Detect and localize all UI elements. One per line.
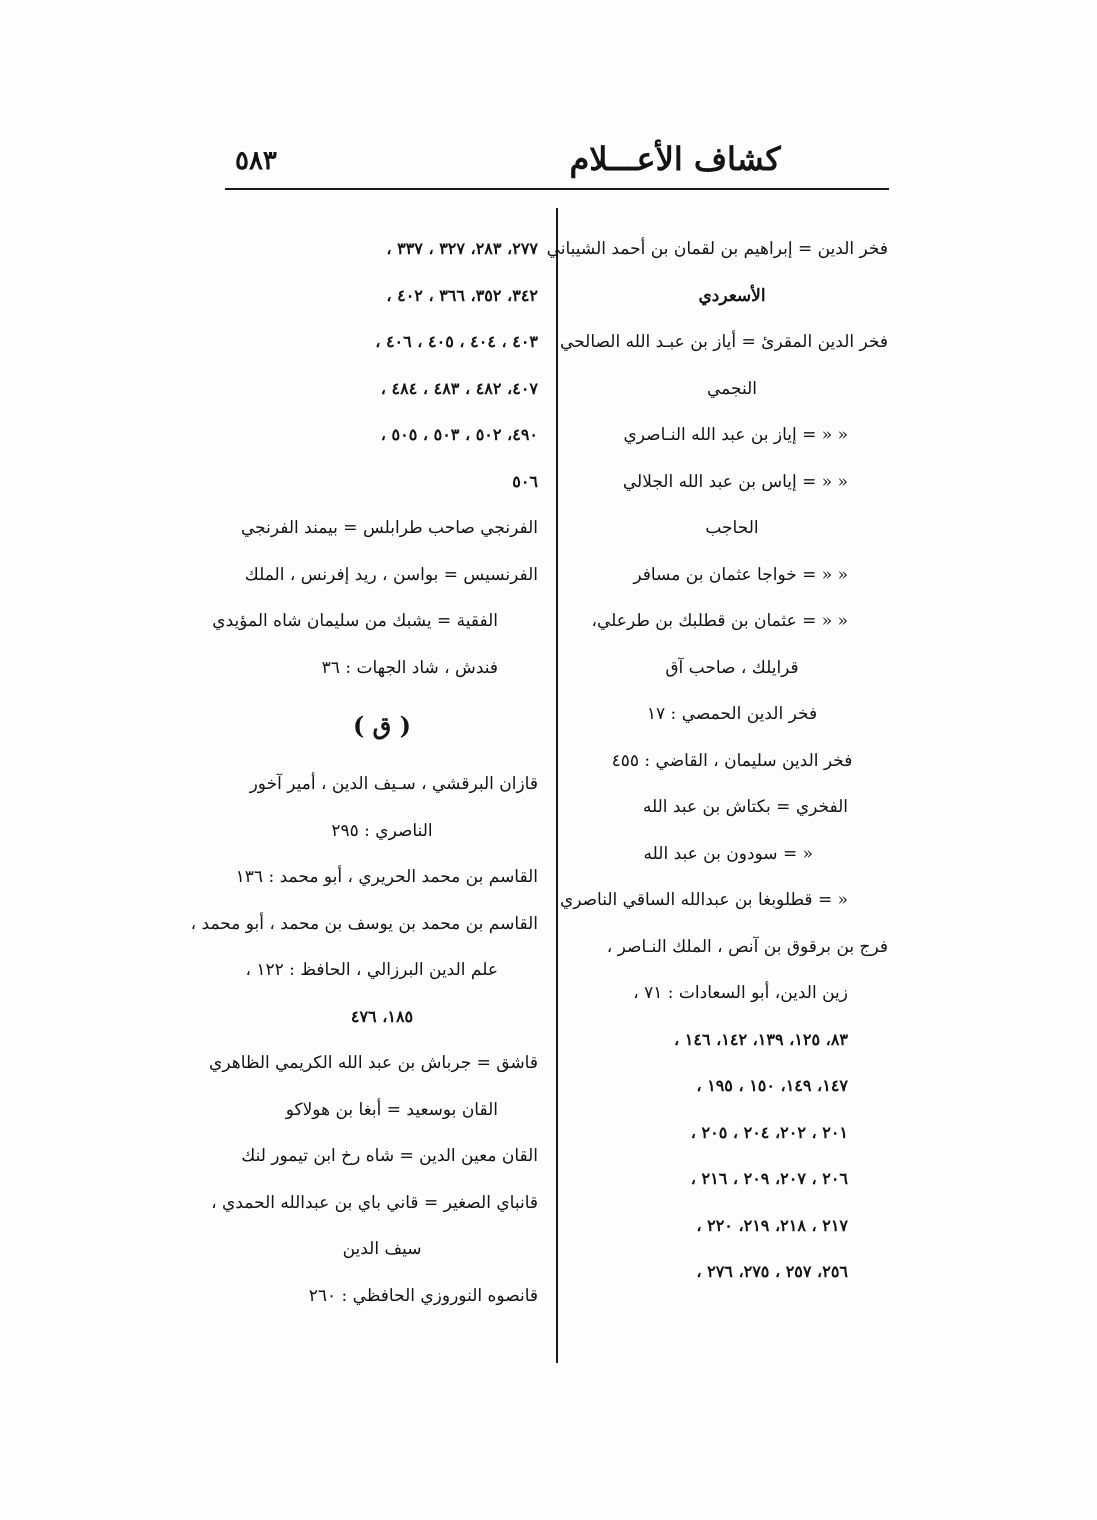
index-entry-line: الحاجب — [705, 518, 759, 538]
index-entry-line: الفرنسيس = بواسن ، ريد إفرنس ، الملك — [244, 564, 538, 585]
index-entry-line: الفرنجي صاحب طرابلس = بيمند الفرنجي — [240, 518, 538, 538]
index-entry-line: ١٤٧، ١٤٩، ١٥٠ ، ١٩٥ ، — [696, 1076, 848, 1095]
index-entry-line: ٢١٧ ، ٢١٨، ٢١٩، ٢٢٠ ، — [696, 1215, 848, 1235]
index-entry-line: ١٨٥، ٤٧٦ — [350, 1006, 414, 1026]
index-entry-line: « « = خواجا عثمان بن مسافر — [633, 564, 848, 585]
index-entry-line: قانباي الصغير = قاني باي بن عبدالله الحمدي ، — [211, 1192, 538, 1213]
index-entry-line: فخر الدين الحمصي : ١٧ — [646, 704, 818, 724]
page-header — [225, 138, 890, 190]
index-entry-line: ٤٠٧، ٤٨٢ ، ٤٨٣ ، ٤٨٤ ، — [380, 378, 538, 398]
index-entry-line: قانصوه النوروزي الحافظي : ٢٦٠ — [308, 1285, 538, 1306]
column-divider — [556, 208, 558, 1363]
index-entry-line: « = قطلوبغا بن عبدالله الساقي الناصري — [559, 890, 848, 910]
section-heading: ( ق ) — [352, 711, 412, 740]
header-rule — [225, 188, 889, 190]
index-entry-line: « « = إياس بن عبد الله الجلالي — [622, 471, 848, 492]
right-column — [546, 226, 888, 1296]
index-entry-line: زين الدين، أبو السعادات : ٧١ ، — [633, 983, 848, 1003]
index-entry-line: الناصري : ٢٩٥ — [331, 820, 433, 841]
index-entry-line: فندش ، شاد الجهات : ٣٦ — [321, 657, 498, 678]
index-entry-line: الأسعردي — [698, 285, 766, 306]
index-entry-line: قازان البرقشي ، سـيف الدين ، أمير آخور — [249, 774, 538, 794]
index-entry-line: ٤٩٠، ٥٠٢ ، ٥٠٣ ، ٥٠٥ ، — [380, 425, 538, 444]
index-entry-line: فخر الدين سليمان ، القاضي : ٤٥٥ — [611, 750, 853, 771]
index-entry-line: النجمي — [706, 378, 757, 399]
index-entry-line: ٢٠٦ ، ٢٠٧، ٢٠٩ ، ٢١٦ ، — [690, 1169, 848, 1188]
index-entry-line: القان معين الدين = شاه رخ ابن تيمور لنك — [241, 1146, 538, 1166]
index-entry-line: فخر الدين = إبراهيم بن لقمان بن أحمد الشيباني — [546, 239, 888, 259]
index-entry-line: القاسم بن محمد الحريري ، أبو محمد : ١٣٦ — [235, 867, 538, 887]
index-entry-line: فخر الدين المقرئ = أياز بن عبـد الله الصالحي — [560, 332, 888, 352]
index-entry-line: القان بوسعيد = أبغا بن هولاكو — [285, 1099, 498, 1120]
index-entry-line: ٨٣، ١٢٥، ١٣٩، ١٤٢، ١٤٦ ، — [674, 1029, 848, 1049]
index-entry-line: قاشق = جرباش بن عبد الله الكريمي الظاهري — [209, 1053, 538, 1073]
index-entry-line: ٢٥٦، ٢٥٧ ، ٢٧٥، ٢٧٦ ، — [696, 1262, 848, 1281]
index-entry-line: « « = إياز بن عبد الله النـاصري — [623, 425, 848, 445]
index-entry-line: ٣٤٢، ٣٥٢، ٣٦٦ ، ٤٠٢ ، — [386, 285, 538, 305]
index-entry-line: فرج بن برقوق بن آنص ، الملك النـاصر ، — [606, 936, 888, 957]
index-entry-line: ٤٠٣ ، ٤٠٤ ، ٤٠٥ ، ٤٠٦ ، — [375, 332, 538, 351]
index-entry-line: الفقية = يشبك من سليمان شاه المؤيدي — [212, 611, 498, 631]
index-entry-line: ٥٠٦ — [512, 471, 538, 491]
index-entry-line: قرايلك ، صاحب آق — [665, 657, 799, 678]
index-entry-line: « « = عثمان بن قطلبك بن طرعلي، — [591, 611, 848, 631]
index-entry-line: ٢٧٧، ٢٨٣، ٣٢٧ ، ٣٣٧ ، — [386, 239, 538, 258]
index-entry-line: القاسم بن محمد بن يوسف بن محمد ، أبو محمد ، — [190, 913, 538, 934]
running-title: كشاف الأعـــلام — [569, 140, 781, 178]
index-entry-line: ٢٠١ ، ٢٠٢، ٢٠٤ ، ٢٠٥ ، — [690, 1122, 848, 1142]
left-column — [190, 226, 538, 1319]
index-entry-line: علم الدين البرزالي ، الحافظ : ١٢٢ ، — [245, 960, 498, 980]
index-entry-line: الفخري = بكتاش بن عبد الله — [642, 797, 848, 817]
index-entry-line: سيف الدين — [342, 1239, 422, 1259]
page-number: ٥٨٣ — [235, 146, 277, 176]
index-entry-line: « = سودون بن عبد الله — [643, 843, 813, 864]
